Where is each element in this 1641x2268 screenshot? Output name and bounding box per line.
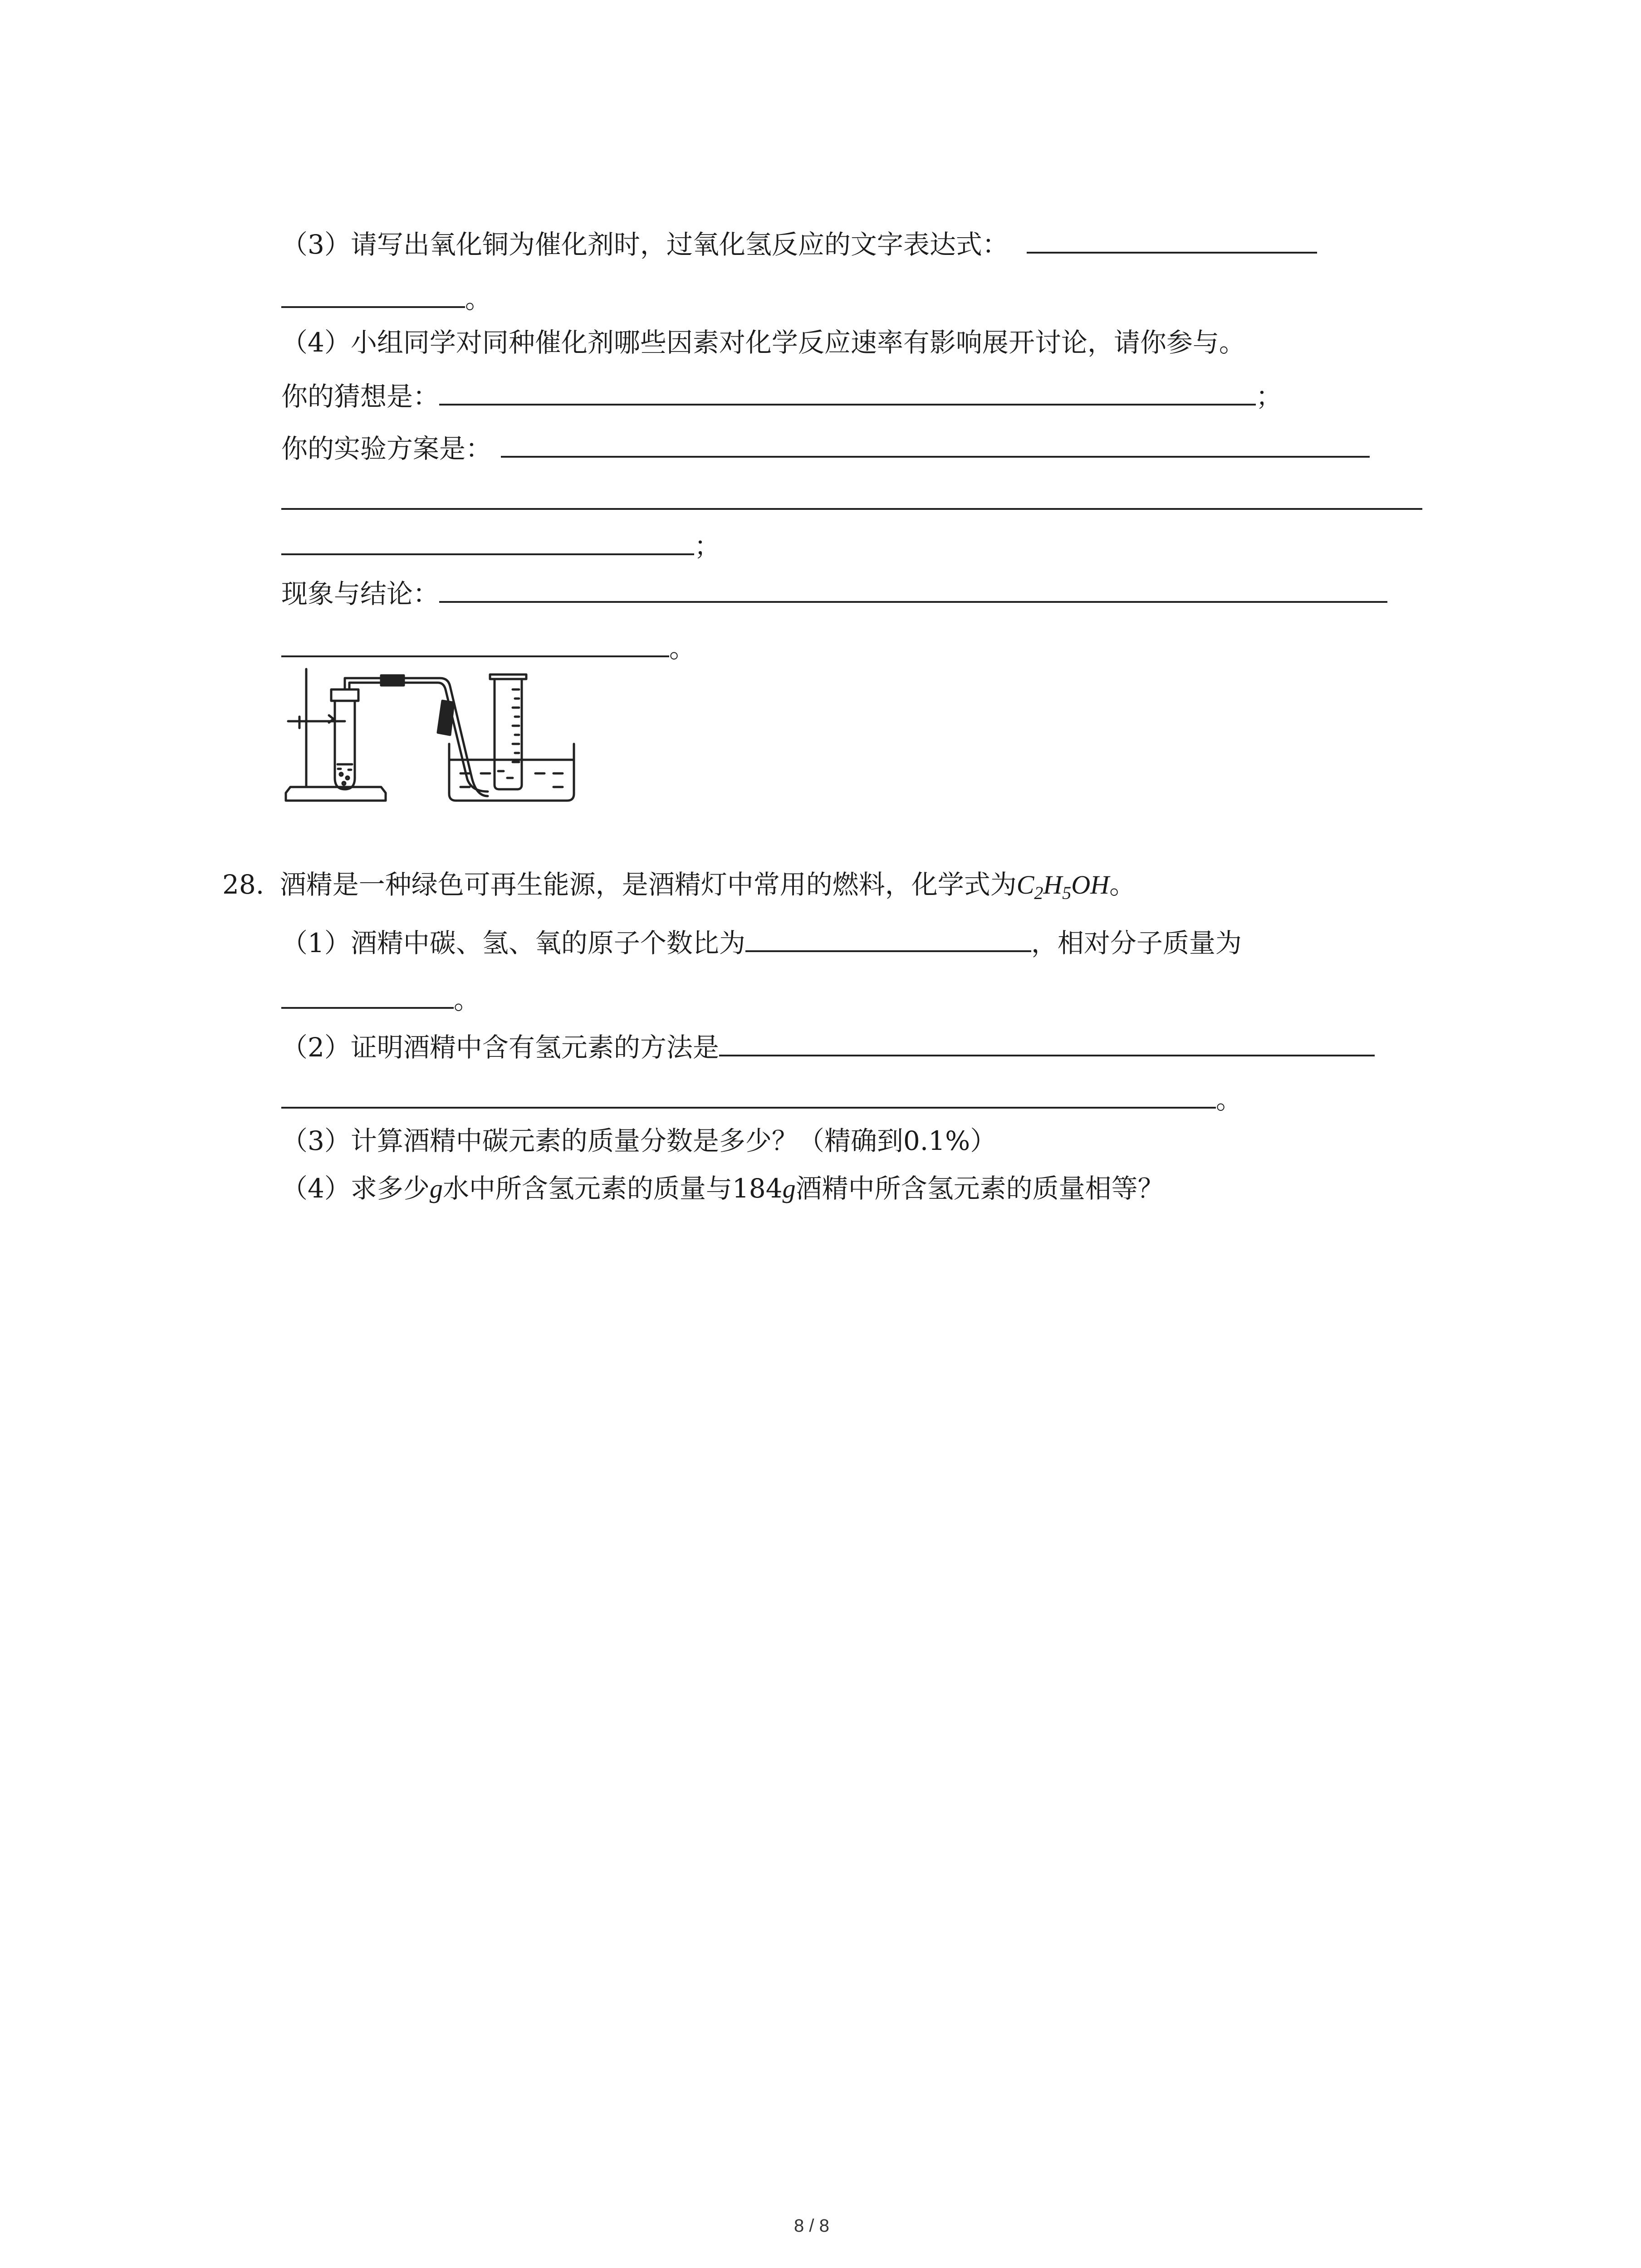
q27-guess: 你的猜想是： ；	[281, 376, 1282, 415]
q27-result	[281, 574, 1387, 612]
answer-blank[interactable]	[281, 279, 465, 308]
question-number: 28.	[222, 869, 265, 900]
page-number: 8 / 8	[794, 2216, 829, 2236]
guess-label: 你的猜想是：	[281, 381, 440, 412]
q28-p4: （4）求多少g水中所含氢元素的质量与184g酒精中所含氢元素的质量相等？	[281, 1173, 1164, 1204]
q28-p3: （3）计算酒精中碳元素的质量分数是多少？（精确到0.1%）	[281, 1125, 997, 1156]
q27-p3-continued: 。	[281, 279, 491, 317]
q28-stem: 28. 酒精是一种绿色可再生能源，是酒精灯中常用的燃料，化学式为$C_2H_5OH$。	[222, 869, 1136, 903]
plan-label: 你的实验方案是：	[281, 433, 492, 464]
result-blank[interactable]	[439, 574, 1387, 603]
gas-collection-apparatus-figure	[281, 665, 581, 810]
plan-blank[interactable]	[501, 429, 1370, 458]
q28-stem-text: 酒精是一种绿色可再生能源，是酒精灯中常用的燃料，化学式为	[279, 869, 1017, 900]
q28-p1-continued: 。	[281, 980, 480, 1018]
result-blank-line-2[interactable]	[281, 628, 669, 657]
q27-p3-text: （3）请写出氧化铜为催化剂时，过氧化氢反应的文字表达式：	[281, 229, 1009, 260]
q28-p2: （2）证明酒精中含有氢元素的方法是	[281, 1027, 1375, 1066]
answer-blank[interactable]	[1027, 225, 1317, 254]
hydrogen-method-blank-line-2[interactable]	[281, 1080, 1216, 1109]
result-label: 现象与结论：	[281, 578, 440, 609]
q27-plan	[281, 429, 1370, 467]
q27-p4: （4）小组同学对同种催化剂哪些因素对化学反应速率有影响展开讨论，请你参与。	[281, 327, 1245, 358]
plan-blank-line-3[interactable]	[281, 526, 694, 555]
guess-blank[interactable]	[439, 376, 1256, 406]
molecular-mass-blank[interactable]	[281, 980, 454, 1009]
chemical-formula: $C_2H_5OH$	[1016, 870, 1110, 903]
q27-plan-continued: ；	[281, 526, 720, 564]
hydrogen-method-blank[interactable]	[719, 1027, 1375, 1056]
q27-p3	[281, 225, 1317, 263]
atom-ratio-blank[interactable]	[745, 923, 1031, 952]
q27-result-continued: 。	[281, 628, 696, 666]
q28-p2-continued: 。	[281, 1080, 1242, 1118]
plan-blank-line-2[interactable]	[281, 508, 1422, 510]
q28-p1: （1）酒精中碳、氢、氧的原子个数比为 ，相对分子质量为	[281, 923, 1242, 961]
